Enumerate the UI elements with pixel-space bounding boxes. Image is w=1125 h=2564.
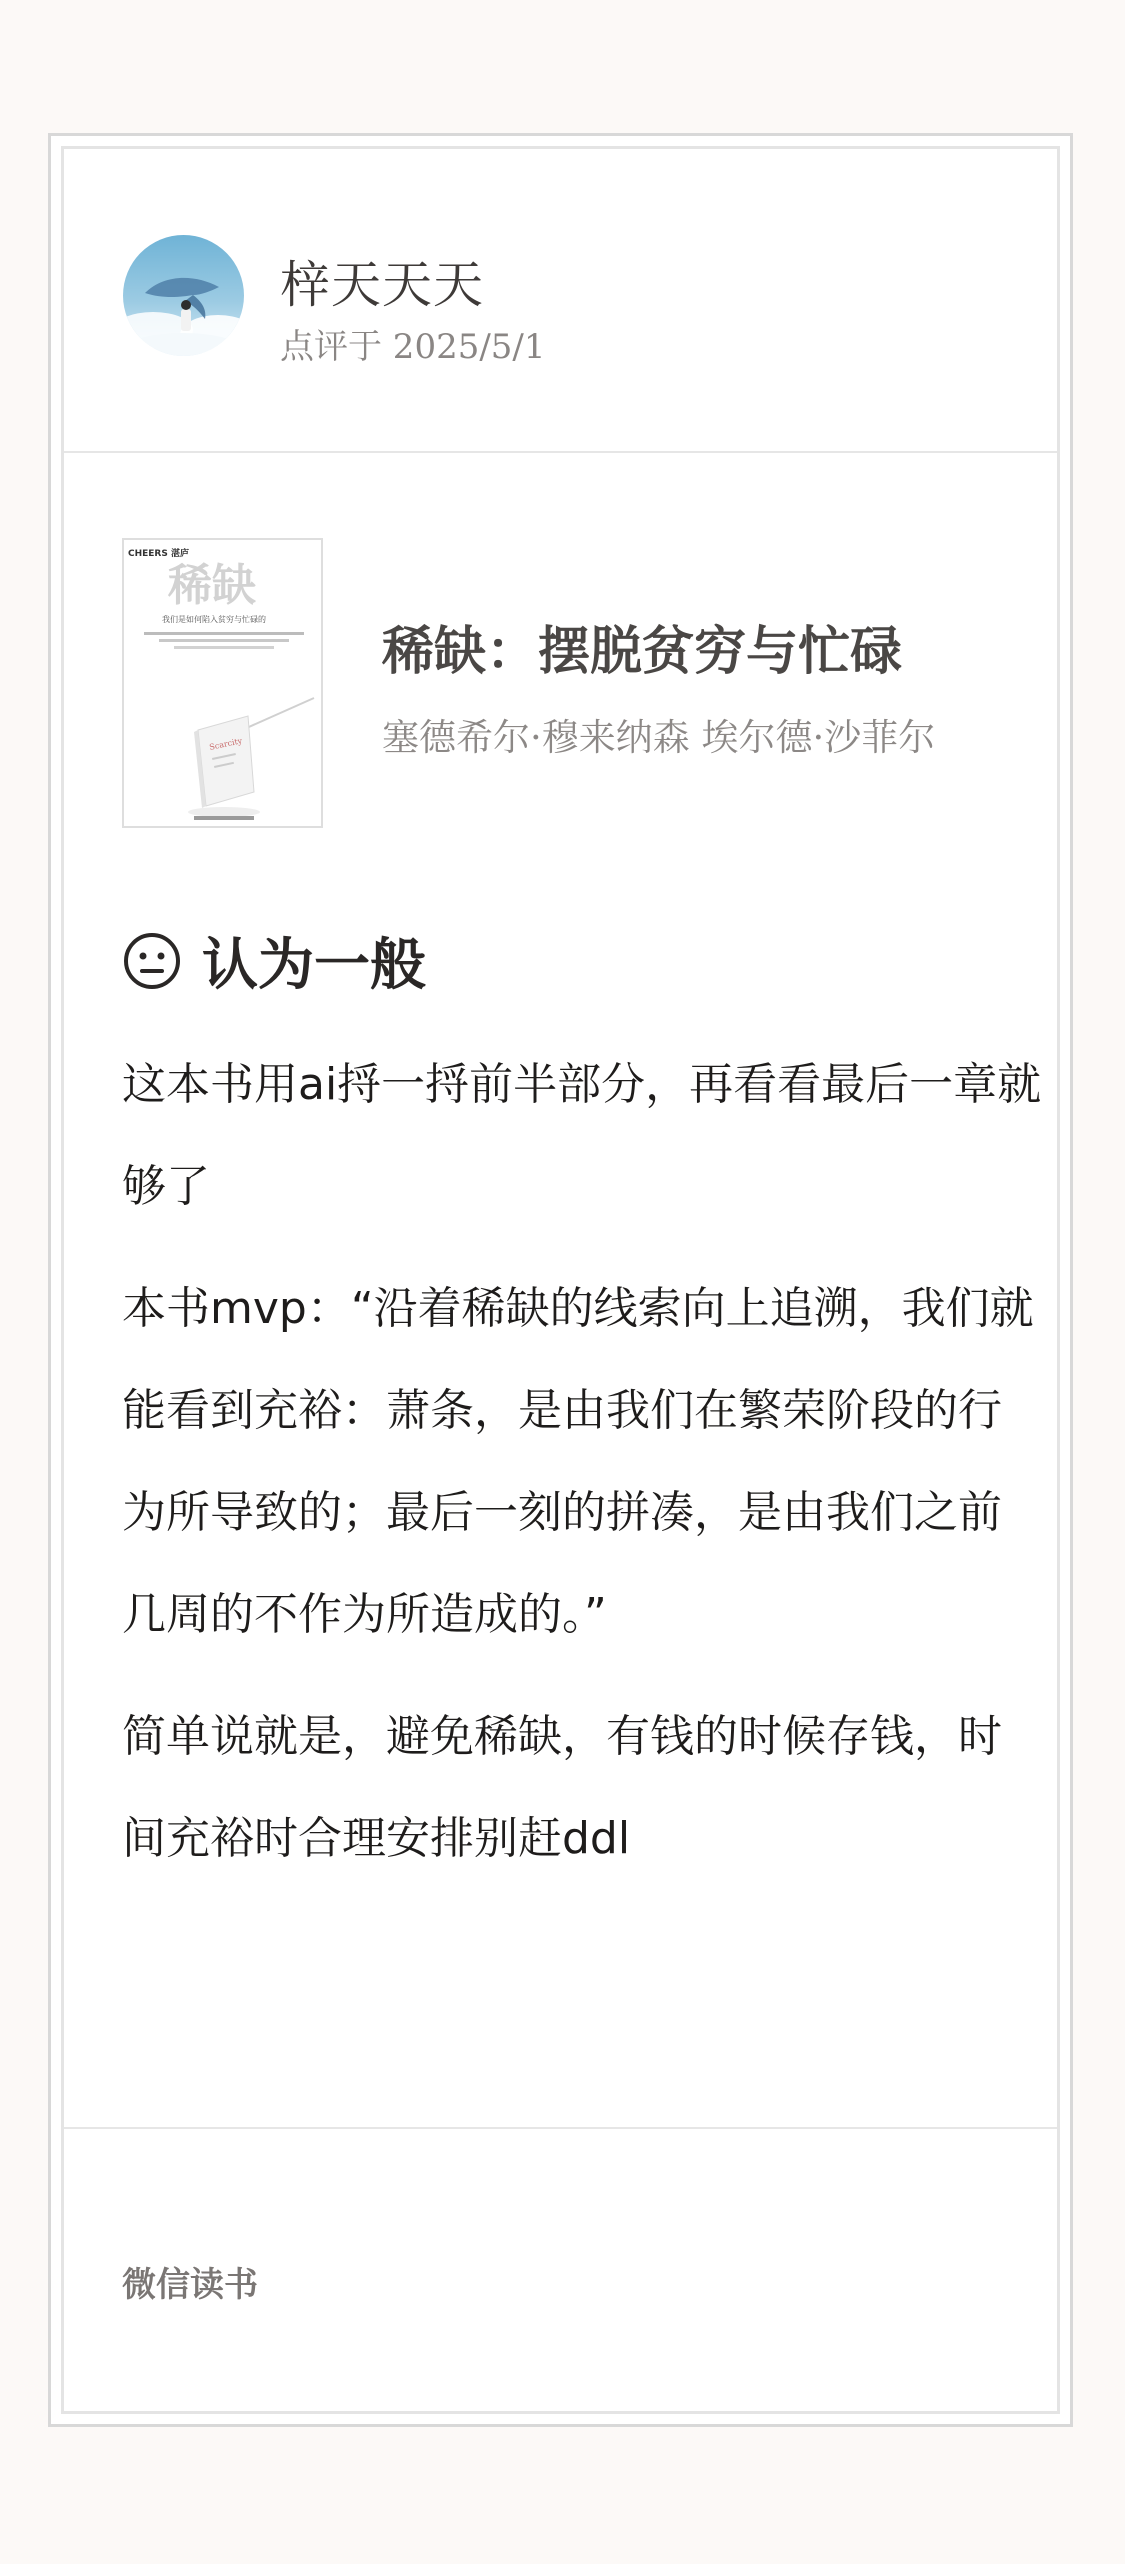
review-paragraph: 本书mvp：“沿着稀缺的线索向上追溯，我们就能看到充裕：萧条，是由我们在繁荣阶段的行为所导致的；最后一刻的拼凑，是由我们之前几周的不作为所造成的。”	[122, 1283, 1034, 1640]
review-card	[48, 133, 1073, 2427]
cover-inner-book-title: Scarcity	[208, 736, 244, 752]
app-name: 微信读书	[122, 2265, 258, 2305]
book-cover-image	[124, 540, 321, 826]
book-title[interactable]: 稀缺：摆脱贫穷与忙碌	[382, 621, 903, 682]
avatar-image	[123, 235, 244, 356]
rating-label: 认为一般	[202, 932, 426, 998]
header-divider	[64, 451, 1057, 453]
book-authors: 塞德希尔·穆来纳森 埃尔德·沙菲尔	[382, 716, 936, 759]
review-text	[122, 1034, 1042, 1910]
review-paragraph: 这本书用ai捋一捋前半部分，再看看最后一章就够了	[122, 1059, 1042, 1212]
review-date: 点评于 2025/5/1	[280, 327, 546, 367]
reviewer-name[interactable]: 梓天天天	[280, 256, 484, 314]
rating	[122, 921, 426, 1001]
cover-publisher-mark: CHEERS 湛庐	[128, 549, 189, 559]
review-paragraph: 简单说就是，避免稀缺，有钱的时候存钱，时间充裕时合理安排别赶ddl	[122, 1711, 1002, 1864]
cover-subtitle: 我们是如何陷入贫穷与忙碌的	[162, 615, 266, 624]
book-cover[interactable]	[122, 538, 323, 828]
neutral-face-icon	[122, 931, 182, 991]
review-card-inner-frame	[61, 146, 1060, 2414]
cover-title: 稀缺	[168, 560, 256, 611]
avatar[interactable]	[123, 235, 244, 356]
footer-divider	[64, 2127, 1057, 2129]
